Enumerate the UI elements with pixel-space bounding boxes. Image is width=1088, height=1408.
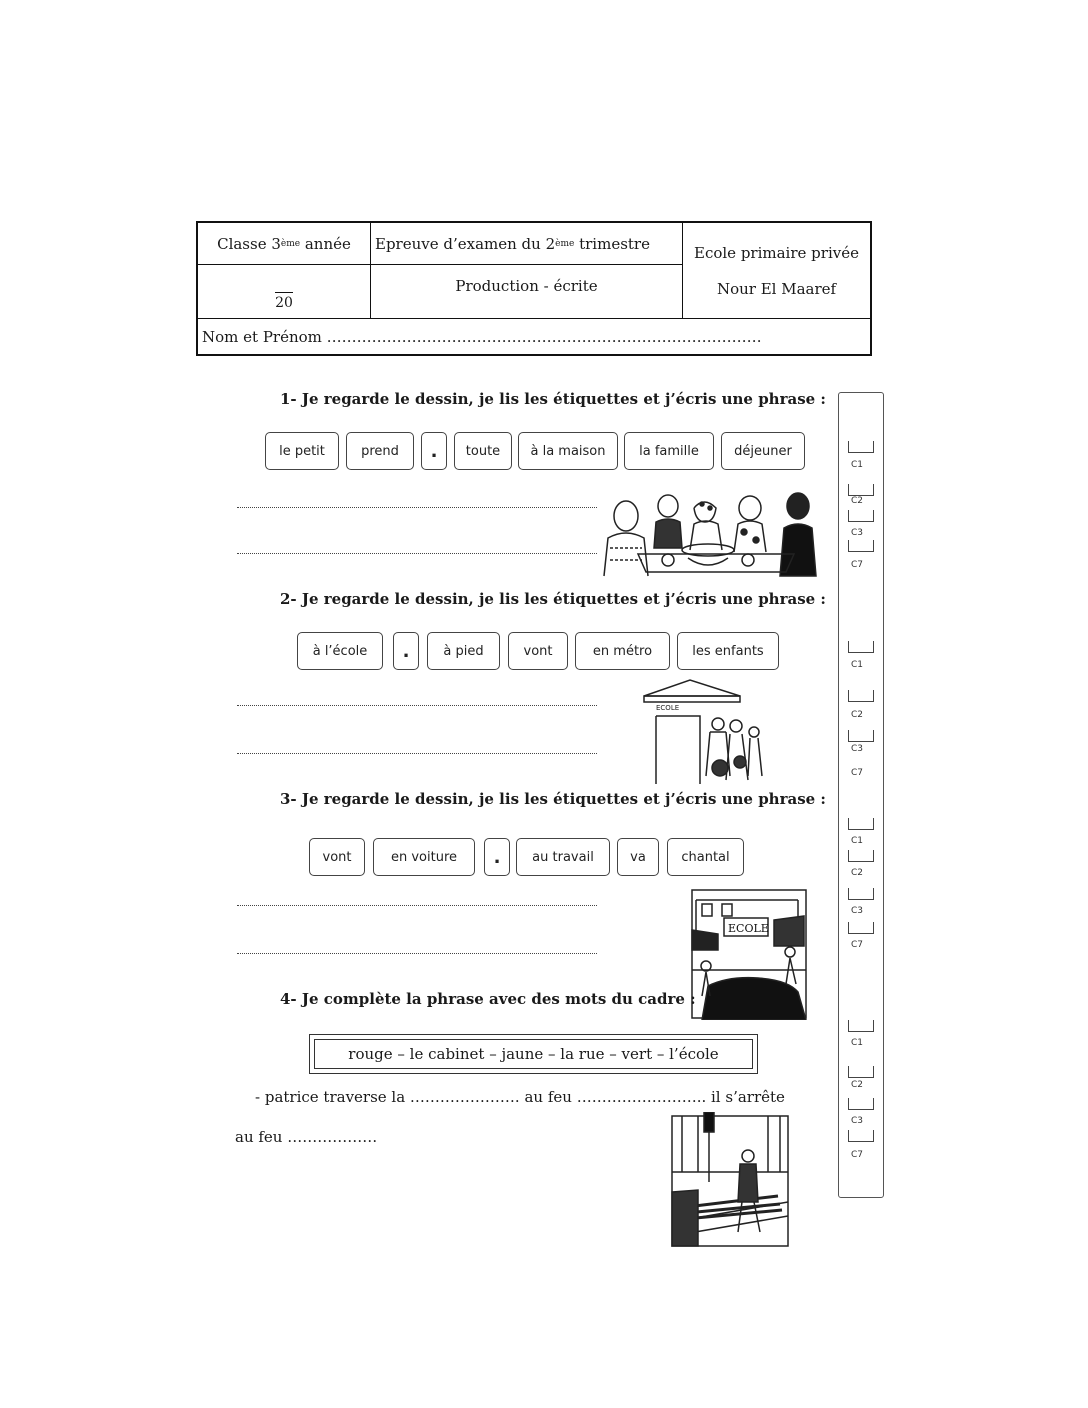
crossing-street-illustration [668, 1112, 792, 1250]
ex1-tag[interactable]: déjeuner [721, 432, 805, 470]
criterion-box[interactable] [848, 641, 874, 653]
criterion-box[interactable] [848, 690, 874, 702]
exercise-4-instruction: 4- Je complète la phrase avec des mots du cadre : [280, 990, 696, 1008]
criterion-label: C3 [851, 528, 864, 538]
ex2-tag[interactable]: à pied [427, 632, 500, 670]
exam-suffix: trimestre [574, 234, 650, 253]
school-cell [683, 227, 870, 315]
ex3-tag[interactable]: au travail [516, 838, 610, 876]
answer-line[interactable] [237, 952, 597, 954]
school-line2: Nour El Maaref [716, 280, 837, 298]
criterion-label: C7 [851, 768, 864, 778]
criterion-box[interactable] [848, 441, 874, 453]
criterion-box[interactable] [848, 922, 874, 934]
exam-cell [371, 223, 682, 264]
fill-sentence-line1[interactable]: - patrice traverse la …………………. au feu …………………….. il s’arrête [255, 1088, 785, 1106]
ex2-tag[interactable]: vont [508, 632, 568, 670]
ex3-tag[interactable]: va [617, 838, 659, 876]
criterion-label: C1 [851, 836, 864, 846]
criterion-box[interactable] [848, 540, 874, 552]
answer-line[interactable] [237, 904, 597, 906]
criterion-label: C2 [851, 496, 864, 506]
ex1-tag[interactable]: la famille [624, 432, 714, 470]
ex1-tag-period[interactable]: . [421, 432, 447, 470]
criterion-box[interactable] [848, 484, 874, 496]
criterion-box[interactable] [848, 730, 874, 742]
exam-sup: ème [555, 238, 575, 249]
name-row [202, 319, 862, 354]
ex1-tag[interactable]: à la maison [518, 432, 618, 470]
ex1-tag[interactable]: prend [346, 432, 414, 470]
name-label: Nom et Prénom …………………………………………………………………………… [202, 327, 762, 346]
class-label: Classe 3 [217, 234, 281, 253]
class-sup: ème [280, 238, 301, 249]
school-sign-2: ECOLE [728, 922, 769, 935]
word-box [309, 1034, 758, 1074]
class-suffix: année [300, 234, 351, 253]
criterion-label: C1 [851, 460, 864, 470]
criterion-label: C7 [851, 560, 864, 570]
subject: Production - écrite [455, 277, 598, 295]
criterion-box[interactable] [848, 1020, 874, 1032]
ex3-tag[interactable]: en voiture [373, 838, 475, 876]
word-box-text: rouge – le cabinet – jaune – la rue – vert – l’école [348, 1045, 719, 1063]
fill-sentence-line2[interactable]: au feu ……………… [235, 1128, 378, 1146]
criterion-box[interactable] [848, 818, 874, 830]
criterion-box[interactable] [848, 850, 874, 862]
ex2-tag[interactable]: en métro [575, 632, 670, 670]
criterion-label: C3 [851, 744, 864, 754]
criterion-label: C3 [851, 906, 864, 916]
subject-cell [371, 265, 682, 307]
criterion-label: C7 [851, 940, 864, 950]
header-table [196, 221, 872, 356]
criterion-box[interactable] [848, 1066, 874, 1078]
answer-line[interactable] [237, 506, 597, 508]
criterion-box[interactable] [848, 510, 874, 522]
answer-line[interactable] [237, 704, 597, 706]
criterion-label: C3 [851, 1116, 864, 1126]
school-walk-illustration [640, 676, 770, 786]
criterion-box[interactable] [848, 1130, 874, 1142]
school-line1: Ecole primaire privée [694, 244, 859, 262]
criterion-box[interactable] [848, 1098, 874, 1110]
exercise-1-instruction: 1- Je regarde le dessin, je lis les étiquettes et j’écris une phrase : [280, 390, 826, 408]
ex2-tag[interactable]: les enfants [677, 632, 779, 670]
exercise-2-instruction: 2- Je regarde le dessin, je lis les étiquettes et j’écris une phrase : [280, 590, 826, 608]
ex3-tag-period[interactable]: . [484, 838, 510, 876]
score-denominator: 20 [275, 292, 293, 311]
ex2-tag-period[interactable]: . [393, 632, 419, 670]
criterion-box[interactable] [848, 888, 874, 900]
answer-line[interactable] [237, 752, 597, 754]
criterion-label: C1 [851, 1038, 864, 1048]
criterion-label: C2 [851, 710, 864, 720]
school-sign-1: ECOLE [656, 704, 680, 712]
ex2-tag[interactable]: à l’école [297, 632, 383, 670]
criterion-label: C7 [851, 1150, 864, 1160]
answer-line[interactable] [237, 552, 597, 554]
class-cell [198, 223, 370, 264]
ex1-tag[interactable]: toute [454, 432, 512, 470]
family-lunch-illustration [598, 488, 820, 578]
school-car-illustration [688, 880, 810, 1020]
ex3-tag[interactable]: chantal [667, 838, 744, 876]
ex1-tag[interactable]: le petit [265, 432, 339, 470]
criterion-label: C1 [851, 660, 864, 670]
score-cell [198, 265, 370, 318]
ex3-tag[interactable]: vont [309, 838, 365, 876]
criterion-label: C2 [851, 868, 864, 878]
exam-label: Epreuve d’examen du 2 [375, 234, 556, 253]
exercise-3-instruction: 3- Je regarde le dessin, je lis les étiquettes et j’écris une phrase : [280, 790, 826, 808]
criterion-label: C2 [851, 1080, 864, 1090]
